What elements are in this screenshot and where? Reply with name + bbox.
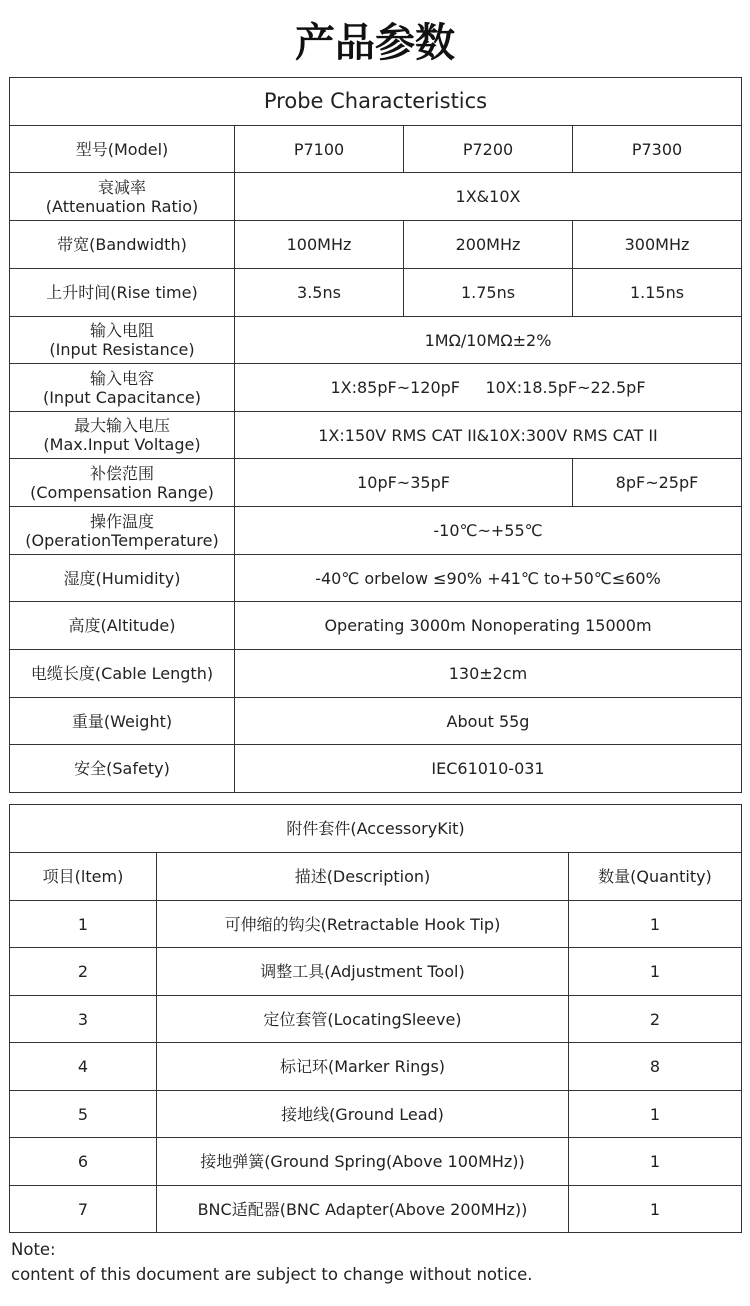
column-header-quantity: 数量(Quantity) (569, 853, 742, 901)
accessory-kit-table (9, 804, 742, 1233)
probe-characteristics-table (9, 77, 742, 793)
safety-value: IEC61010-031 (235, 745, 742, 793)
note-text: content of this document are subject to change without notice. (11, 1265, 533, 1284)
rise-time-label: 上升时间(Rise time) (10, 269, 235, 317)
compensation-label-en: (Compensation Range) (30, 482, 214, 502)
weight-value: About 55g (235, 698, 742, 745)
compensation-label (10, 459, 235, 507)
column-header-description: 描述(Description) (157, 853, 569, 901)
rise-time-p7300: 1.15ns (573, 269, 742, 317)
rise-time-p7200: 1.75ns (404, 269, 573, 317)
table-row (10, 1091, 742, 1138)
humidity-label: 湿度(Humidity) (10, 555, 235, 602)
safety-label: 安全(Safety) (10, 745, 235, 793)
item-quantity: 1 (569, 1138, 742, 1186)
item-description: 标记环(Marker Rings) (157, 1043, 569, 1091)
input-capacitance-value: 1X:85pF~120pF 10X:18.5pF~22.5pF (235, 364, 742, 412)
altitude-label: 高度(Altitude) (10, 602, 235, 650)
item-description: 调整工具(Adjustment Tool) (157, 948, 569, 996)
accessory-kit-header: 附件套件(AccessoryKit) (10, 805, 742, 853)
input-capacitance-label-en: (Input Capacitance) (42, 387, 202, 407)
item-description: 定位套管(LocatingSleeve) (157, 996, 569, 1043)
item-quantity: 8 (569, 1043, 742, 1091)
column-header-item: 项目(ltem) (10, 853, 157, 901)
page-title: 产品参数 (295, 20, 455, 66)
item-number: 4 (10, 1043, 157, 1091)
item-quantity: 1 (569, 948, 742, 996)
attenuation-label-cn: 衰减率 (97, 177, 146, 197)
item-number: 6 (10, 1138, 157, 1186)
humidity-value: -40℃ orbelow ≤90% +41℃ to+50℃≤60% (235, 555, 742, 602)
item-quantity: 1 (569, 901, 742, 948)
cable-length-value: 130±2cm (235, 650, 742, 698)
item-quantity: 1 (569, 1186, 742, 1233)
table-row (10, 1138, 742, 1186)
table-row (10, 948, 742, 996)
item-number: 7 (10, 1186, 157, 1233)
compensation-value-p7100-p7200: 10pF~35pF (235, 459, 573, 507)
attenuation-label-en: (Attenuation Ratio) (45, 196, 199, 216)
input-resistance-label-en: (Input Resistance) (49, 340, 195, 359)
input-resistance-value: 1MΩ/10MΩ±2% (235, 317, 742, 364)
model-p7200: P7200 (404, 126, 573, 173)
rise-time-p7100: 3.5ns (235, 269, 404, 317)
max-voltage-value: 1X:150V RMS CAT II&10X:300V RMS CAT II (235, 412, 742, 459)
item-description: 接地线(Ground Lead) (157, 1091, 569, 1138)
bandwidth-p7300: 300MHz (573, 221, 742, 269)
item-number: 1 (10, 901, 157, 948)
input-resistance-label-cn: 输入电阻 (89, 321, 154, 340)
temperature-value: -10℃~+55℃ (235, 507, 742, 555)
item-quantity: 1 (569, 1091, 742, 1138)
table-row (10, 901, 742, 948)
bandwidth-p7100: 100MHz (235, 221, 404, 269)
altitude-value: Operating 3000m Nonoperating 15000m (235, 602, 742, 650)
compensation-label-cn: 补偿范围 (89, 463, 154, 483)
compensation-value-p7300: 8pF~25pF (573, 459, 742, 507)
attenuation-value: 1X&10X (235, 173, 742, 221)
input-capacitance-label (10, 364, 235, 412)
model-p7100: P7100 (235, 126, 404, 173)
item-number: 5 (10, 1091, 157, 1138)
probe-characteristics-header: Probe Characteristics (10, 78, 742, 126)
model-label: 型号(Model) (10, 126, 235, 173)
input-capacitance-label-cn: 输入电容 (89, 368, 154, 388)
input-resistance-label (10, 317, 235, 364)
max-voltage-label-en: (Max.Input Voltage) (43, 435, 201, 454)
max-voltage-label (10, 412, 235, 459)
item-number: 2 (10, 948, 157, 996)
item-description: BNC适配器(BNC Adapter(Above 200MHz)) (157, 1186, 569, 1233)
max-voltage-label-cn: 最大输入电压 (73, 416, 170, 435)
attenuation-label (10, 173, 235, 221)
temperature-label (10, 507, 235, 555)
item-quantity: 2 (569, 996, 742, 1043)
weight-label: 重量(Weight) (10, 698, 235, 745)
cable-length-label: 电缆长度(Cable Length) (10, 650, 235, 698)
table-row (10, 1186, 742, 1233)
bandwidth-p7200: 200MHz (404, 221, 573, 269)
model-p7300: P7300 (573, 126, 742, 173)
table-row (10, 996, 742, 1043)
temperature-label-en: (OperationTemperature) (25, 530, 219, 550)
table-row (10, 1043, 742, 1091)
item-number: 3 (10, 996, 157, 1043)
temperature-label-cn: 操作温度 (89, 511, 154, 531)
note-label: Note: (11, 1240, 56, 1259)
item-description: 接地弹簧(Ground Spring(Above 100MHz)) (157, 1138, 569, 1186)
item-description: 可伸缩的钩尖(Retractable Hook Tip) (157, 901, 569, 948)
bandwidth-label: 带宽(Bandwidth) (10, 221, 235, 269)
